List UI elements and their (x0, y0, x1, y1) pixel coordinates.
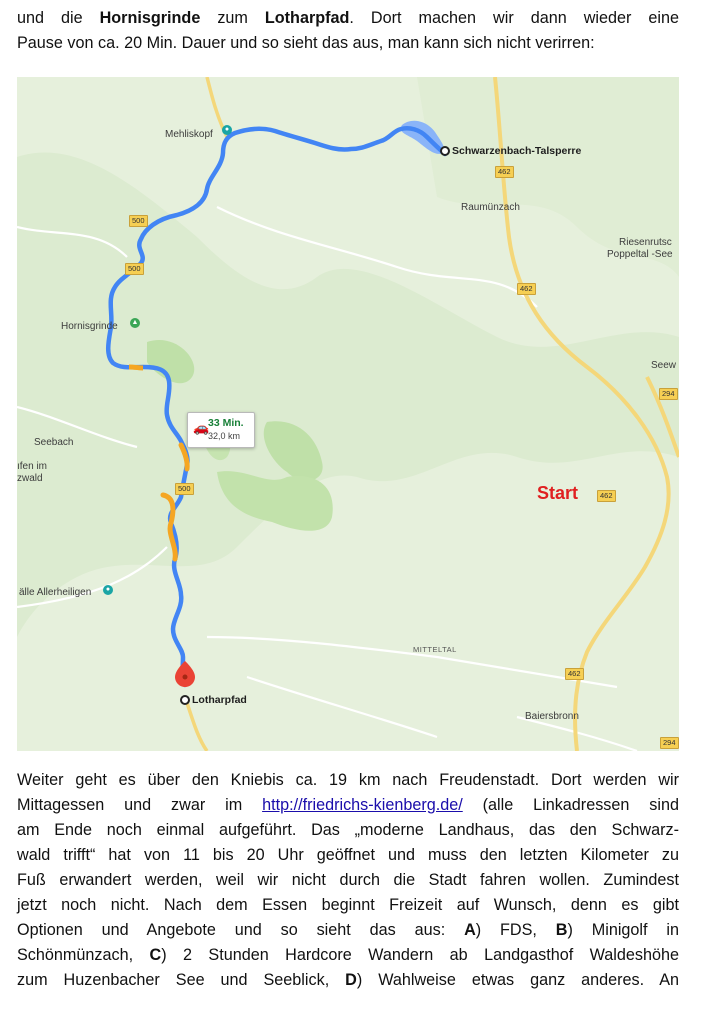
body-line-4: wald trifft“ hat von 11 bis 20 Uhr geöffnet und muss den letzten Kilometer zu (17, 846, 679, 864)
map-label-seew: Seew (651, 360, 677, 371)
bold-hornisgrinde: Hornisgrinde (99, 9, 201, 27)
map-label-fen-im: ıfen im (17, 461, 48, 472)
intro-line-1 (17, 6, 679, 31)
text: . Dort machen wir dann wieder eine (349, 9, 679, 27)
map-label-seebach: Seebach (34, 437, 74, 448)
map-label-baiersbronn: Baiersbronn (525, 711, 579, 722)
map-label-schwarzenbach: Schwarzenbach-Talsperre (452, 145, 582, 157)
road-shield-294: 294 (659, 388, 678, 400)
road-shield-462: 462 (495, 166, 514, 178)
option-d-marker: D (345, 971, 357, 989)
map-label-lotharpfad: Lotharpfad (192, 694, 247, 706)
body-line-8 (17, 943, 679, 968)
route-distance: 32,0 km (208, 431, 241, 441)
map-label-poppeltal: Poppeltal -See (607, 249, 673, 260)
road-shield-462: 462 (517, 283, 536, 295)
park-icon[interactable]: ▲ (131, 319, 139, 326)
road-shield-500: 500 (125, 263, 144, 275)
car-icon: 🚗 (193, 420, 210, 435)
end-point-marker (441, 147, 449, 155)
map-label-mitteltal: MITTELTAL (413, 645, 457, 654)
text: (alle Linkadressen sind (462, 796, 679, 814)
option-c-marker: C (149, 946, 162, 964)
start-point-marker (181, 696, 189, 704)
route-info-box[interactable] (187, 412, 255, 448)
body-line-2 (17, 793, 679, 818)
map-label-zwald: zwald (17, 473, 43, 484)
start-label: Start (537, 483, 579, 503)
text: Mittagessen und zwar im (17, 796, 263, 814)
map-label-riesenrutsche: Riesenrutsc (619, 237, 672, 248)
bold-lotharpfad: Lotharpfad (264, 9, 350, 27)
text: zum Huzenbacher See und Seeblick, (17, 971, 346, 989)
map-label-allerheiligen: älle Allerheiligen (19, 587, 92, 598)
map-graphic (17, 77, 679, 751)
option-b-marker: B (555, 921, 568, 939)
poi-icon[interactable]: ● (103, 585, 113, 595)
road-shield-462: 462 (597, 490, 616, 502)
map-label-raumuenzach: Raumünzach (461, 202, 520, 213)
body-line-9 (17, 968, 679, 993)
poi-icon[interactable]: ● (222, 125, 232, 135)
text: und die (17, 9, 100, 27)
text: ) 2 Stunden Hardcore Wandern ab Landgasthof Waldeshöhe (161, 946, 679, 964)
intro-paragraph (17, 6, 679, 56)
body-line-5: Fuß erwandert werden, weil wir nicht durch die Stadt fahren wollen. Zumindest (17, 871, 679, 889)
body-line-1: Weiter geht es über den Kniebis ca. 19 km nach Freudenstadt. Dort werden wir (17, 771, 679, 789)
body-paragraph (17, 768, 679, 993)
road-shield-500: 500 (129, 215, 148, 227)
body-line-6: jetzt noch nicht. Nach dem Essen beginnt Freizeit auf Wunsch, denn es gibt (17, 896, 679, 914)
body-line-3: am Ende noch einmal aufgeführt. Das „moderne Landhaus, das den Schwarz- (17, 821, 679, 839)
text: zum (200, 9, 265, 27)
text: ) FDS, (475, 921, 556, 939)
text: Optionen und Angebote und so sieht das aus: (17, 921, 465, 939)
route-map[interactable] (17, 77, 679, 751)
route-duration: 33 Min. (208, 417, 244, 429)
map-label-mehliskopf: Mehliskopf (165, 129, 213, 140)
restaurant-link[interactable]: http://friedrichs-kienberg.de/ (262, 796, 463, 814)
body-line-7 (17, 918, 679, 943)
road-shield-294: 294 (660, 737, 679, 749)
location-pin-dot (183, 675, 188, 680)
text: ) Minigolf in (567, 921, 679, 939)
text: ) Wahlweise etwas ganz anderes. An (356, 971, 679, 989)
road-shield-500: 500 (175, 483, 194, 495)
road-shield-462: 462 (565, 668, 584, 680)
map-label-hornisgrinde: Hornisgrinde (61, 321, 118, 332)
intro-line-2: Pause von ca. 20 Min. Dauer und so sieht das aus, man kann sich nicht verirren: (17, 34, 595, 52)
option-a-marker: A (464, 921, 476, 939)
traffic-segment (129, 367, 143, 368)
text: Schönmünzach, (17, 946, 150, 964)
